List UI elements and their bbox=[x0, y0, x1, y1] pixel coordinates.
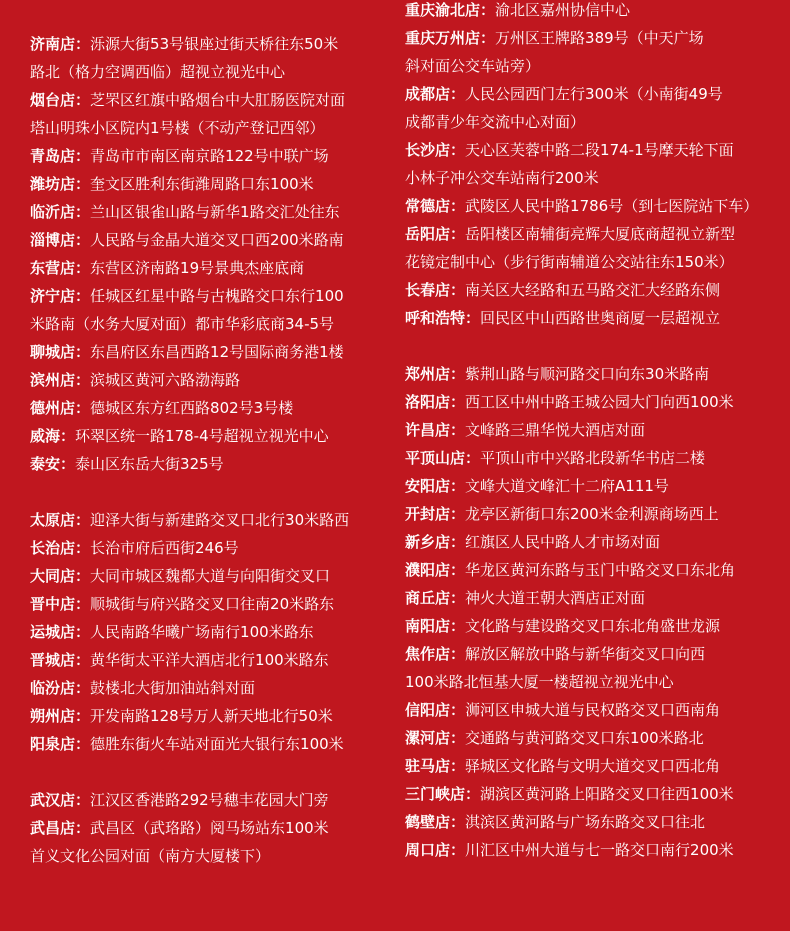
store-entry bbox=[30, 198, 340, 226]
name-separator: ： bbox=[60, 427, 76, 445]
name-separator: ： bbox=[60, 455, 76, 473]
name-separator: ： bbox=[75, 259, 91, 277]
store-entry bbox=[405, 640, 705, 668]
store-address: 东营区济南路19号景典杰座底商 bbox=[90, 259, 305, 277]
store-name: 漯河店 bbox=[405, 729, 451, 747]
store-name: 晋中店 bbox=[30, 595, 76, 613]
store-entry bbox=[405, 584, 645, 612]
store-entry bbox=[30, 702, 333, 730]
store-name: 鹤壁店 bbox=[405, 813, 451, 831]
name-separator: ： bbox=[450, 561, 466, 579]
store-address: 滨城区黄河六路渤海路 bbox=[90, 371, 241, 389]
store-name: 泰安 bbox=[30, 455, 61, 473]
store-entry bbox=[30, 254, 304, 282]
store-entry bbox=[405, 780, 734, 808]
store-name: 济南店 bbox=[30, 35, 76, 53]
name-separator: ： bbox=[450, 813, 466, 831]
store-entry bbox=[30, 674, 255, 702]
name-separator: ： bbox=[450, 645, 466, 663]
store-address: 泰山区东岳大街325号 bbox=[75, 455, 224, 473]
name-separator: ： bbox=[75, 651, 91, 669]
name-separator: ： bbox=[75, 819, 91, 837]
store-address: 龙亭区新街口东200米金利源商场西上 bbox=[465, 505, 719, 523]
store-name: 长沙店 bbox=[405, 141, 451, 159]
store-entry bbox=[30, 786, 329, 814]
store-name: 晋城店 bbox=[30, 651, 76, 669]
store-entry bbox=[30, 450, 224, 478]
store-entry bbox=[405, 360, 709, 388]
store-address: 文峰大道文峰汇十二府A111号 bbox=[465, 477, 669, 495]
store-entry bbox=[30, 814, 329, 842]
store-address: 南关区大经路和五马路交汇大经路东侧 bbox=[465, 281, 721, 299]
store-address: 神火大道王朝大酒店正对面 bbox=[465, 589, 646, 607]
name-separator: ： bbox=[450, 701, 466, 719]
store-name: 朔州店 bbox=[30, 707, 76, 725]
store-address: 环翠区统一路178-4号超视立视光中心 bbox=[75, 427, 329, 445]
name-separator: ： bbox=[450, 421, 466, 439]
name-separator: ： bbox=[75, 679, 91, 697]
store-address: 万州区王牌路389号（中天广场 bbox=[495, 29, 704, 47]
store-name: 濮阳店 bbox=[405, 561, 451, 579]
name-separator: ： bbox=[75, 203, 91, 221]
store-name: 东营店 bbox=[30, 259, 76, 277]
store-entry bbox=[30, 30, 338, 58]
store-name: 重庆万州店 bbox=[405, 29, 481, 47]
store-name: 呼和浩特 bbox=[405, 309, 466, 327]
name-separator: ： bbox=[450, 281, 466, 299]
store-entry bbox=[30, 590, 334, 618]
store-entry bbox=[30, 142, 329, 170]
name-separator: ： bbox=[75, 539, 91, 557]
name-separator: ： bbox=[450, 365, 466, 383]
name-separator: ： bbox=[75, 35, 91, 53]
store-address: 淇滨区黄河路与广场东路交叉口往北 bbox=[465, 813, 706, 831]
store-entry bbox=[30, 226, 344, 254]
store-entry bbox=[30, 534, 239, 562]
store-name: 潍坊店 bbox=[30, 175, 76, 193]
store-entry bbox=[30, 562, 330, 590]
name-separator: ： bbox=[450, 197, 466, 215]
store-name: 青岛店 bbox=[30, 147, 76, 165]
store-entry bbox=[405, 220, 735, 248]
store-entry bbox=[405, 528, 660, 556]
store-entry bbox=[405, 276, 720, 304]
store-entry bbox=[405, 0, 630, 24]
store-address-continuation: 路北（格力空调西临）超视立视光中心 bbox=[30, 63, 286, 81]
store-name: 临沂店 bbox=[30, 203, 76, 221]
store-address: 红旗区人民中路人才市场对面 bbox=[465, 533, 661, 551]
store-entry bbox=[30, 282, 344, 310]
store-address: 泺源大街53号银座过街天桥往东50米 bbox=[90, 35, 339, 53]
store-address: 开发南路128号万人新天地北行50米 bbox=[90, 707, 333, 725]
store-entry bbox=[405, 696, 720, 724]
store-address-continuation: 100米路北恒基大厦一楼超视立视光中心 bbox=[405, 673, 674, 691]
store-name: 安阳店 bbox=[405, 477, 451, 495]
store-address: 岳阳楼区南辅街亮辉大厦底商超视立新型 bbox=[465, 225, 736, 243]
store-name: 南阳店 bbox=[405, 617, 451, 635]
store-entry bbox=[30, 730, 344, 758]
name-separator: ： bbox=[450, 141, 466, 159]
store-entry bbox=[405, 836, 734, 864]
store-name: 常德店 bbox=[405, 197, 451, 215]
name-separator: ： bbox=[450, 477, 466, 495]
store-entry bbox=[405, 724, 704, 752]
name-separator: ： bbox=[450, 841, 466, 859]
store-name: 周口店 bbox=[405, 841, 451, 859]
store-address: 人民公园西门左行300米（小南街49号 bbox=[465, 85, 723, 103]
store-entry bbox=[405, 612, 720, 640]
store-address: 渝北区嘉州协信中心 bbox=[495, 1, 631, 19]
store-name: 太原店 bbox=[30, 511, 76, 529]
store-entry bbox=[405, 808, 705, 836]
store-address: 武陵区人民中路1786号（到七医院站下车） bbox=[465, 197, 759, 215]
store-address: 交通路与黄河路交叉口东100米路北 bbox=[465, 729, 704, 747]
store-entry bbox=[30, 170, 314, 198]
store-name: 聊城店 bbox=[30, 343, 76, 361]
name-separator: ： bbox=[450, 589, 466, 607]
store-address: 黄华街太平洋大酒店北行100米路东 bbox=[90, 651, 329, 669]
store-address: 迎泽大街与新建路交叉口北行30米路西 bbox=[90, 511, 350, 529]
store-address-continuation: 米路南（水务大厦对面）都市华彩底商34-5号 bbox=[30, 315, 335, 333]
store-name: 威海 bbox=[30, 427, 61, 445]
store-entry bbox=[30, 86, 345, 114]
store-address: 驿城区文化路与文明大道交叉口西北角 bbox=[465, 757, 721, 775]
store-name: 运城店 bbox=[30, 623, 76, 641]
store-address: 鼓楼北大街加油站斜对面 bbox=[90, 679, 256, 697]
name-separator: ： bbox=[75, 707, 91, 725]
name-separator: ： bbox=[450, 225, 466, 243]
store-entry bbox=[30, 618, 314, 646]
store-address: 人民路与金晶大道交叉口西200米路南 bbox=[90, 231, 344, 249]
store-name: 成都店 bbox=[405, 85, 451, 103]
name-separator: ： bbox=[450, 617, 466, 635]
store-name: 武昌店 bbox=[30, 819, 76, 837]
store-name: 阳泉店 bbox=[30, 735, 76, 753]
store-address-continuation: 斜对面公交车站旁） bbox=[405, 57, 541, 75]
store-name: 新乡店 bbox=[405, 533, 451, 551]
store-name: 洛阳店 bbox=[405, 393, 451, 411]
name-separator: ： bbox=[450, 85, 466, 103]
store-address: 西工区中州中路王城公园大门向西100米 bbox=[465, 393, 734, 411]
store-address-continuation: 花镜定制中心（步行街南辅道公交站往东150米） bbox=[405, 253, 734, 271]
name-separator: ： bbox=[480, 29, 496, 47]
name-separator: ： bbox=[75, 91, 91, 109]
name-separator: ： bbox=[75, 735, 91, 753]
store-address: 平顶山市中兴路北段新华书店二楼 bbox=[480, 449, 706, 467]
store-address: 兰山区银雀山路与新华1路交汇处往东 bbox=[90, 203, 340, 221]
store-entry bbox=[405, 388, 734, 416]
store-address: 德胜东街火车站对面光大银行东100米 bbox=[90, 735, 344, 753]
name-separator: ： bbox=[75, 595, 91, 613]
store-entry bbox=[30, 506, 349, 534]
store-name: 烟台店 bbox=[30, 91, 76, 109]
store-address: 文化路与建设路交叉口东北角盛世龙源 bbox=[465, 617, 721, 635]
store-name: 郑州店 bbox=[405, 365, 451, 383]
store-name: 淄博店 bbox=[30, 231, 76, 249]
name-separator: ： bbox=[465, 449, 481, 467]
store-address: 回民区中山西路世奥商厦一层超视立 bbox=[480, 309, 721, 327]
store-entry bbox=[405, 500, 719, 528]
store-name: 大同店 bbox=[30, 567, 76, 585]
store-entry bbox=[405, 556, 735, 584]
store-entry bbox=[405, 472, 669, 500]
store-entry bbox=[405, 192, 758, 220]
store-name: 济宁店 bbox=[30, 287, 76, 305]
store-address: 湖滨区黄河路上阳路交叉口往西100米 bbox=[480, 785, 734, 803]
store-address: 浉河区申城大道与民权路交叉口西南角 bbox=[465, 701, 721, 719]
store-entry bbox=[405, 444, 705, 472]
store-address: 解放区解放中路与新华街交叉口向西 bbox=[465, 645, 706, 663]
store-address: 川汇区中州大道与七一路交口南行200米 bbox=[465, 841, 734, 859]
store-address-continuation: 塔山明珠小区院内1号楼（不动产登记西邻） bbox=[30, 119, 325, 137]
name-separator: ： bbox=[450, 729, 466, 747]
store-entry bbox=[30, 422, 329, 450]
name-separator: ： bbox=[75, 287, 91, 305]
store-address-continuation: 成都青少年交流中心对面） bbox=[405, 113, 586, 131]
name-separator: ： bbox=[75, 567, 91, 585]
store-name: 平顶山店 bbox=[405, 449, 466, 467]
store-address: 江汉区香港路292号穗丰花园大门旁 bbox=[90, 791, 329, 809]
name-separator: ： bbox=[75, 147, 91, 165]
name-separator: ： bbox=[75, 399, 91, 417]
store-name: 焦作店 bbox=[405, 645, 451, 663]
store-name: 开封店 bbox=[405, 505, 451, 523]
store-entry bbox=[405, 24, 704, 52]
store-name: 临汾店 bbox=[30, 679, 76, 697]
store-entry bbox=[30, 394, 293, 422]
store-entry bbox=[405, 136, 734, 164]
store-address: 人民南路华曦广场南行100米路东 bbox=[90, 623, 314, 641]
name-separator: ： bbox=[450, 757, 466, 775]
store-address-continuation: 首义文化公园对面（南方大厦楼下） bbox=[30, 847, 271, 865]
store-name: 长治店 bbox=[30, 539, 76, 557]
store-name: 滨州店 bbox=[30, 371, 76, 389]
name-separator: ： bbox=[75, 623, 91, 641]
store-entry bbox=[405, 304, 720, 332]
store-entry bbox=[405, 416, 645, 444]
name-separator: ： bbox=[75, 791, 91, 809]
store-address: 华龙区黄河东路与玉门中路交叉口东北角 bbox=[465, 561, 736, 579]
store-name: 武汉店 bbox=[30, 791, 76, 809]
store-address: 青岛市市南区南京路122号中联广场 bbox=[90, 147, 329, 165]
store-address: 大同市城区魏都大道与向阳街交叉口 bbox=[90, 567, 331, 585]
store-entry bbox=[30, 338, 344, 366]
store-entry bbox=[30, 366, 240, 394]
store-entry bbox=[405, 752, 720, 780]
name-separator: ： bbox=[450, 393, 466, 411]
store-name: 许昌店 bbox=[405, 421, 451, 439]
store-name: 长春店 bbox=[405, 281, 451, 299]
store-name: 德州店 bbox=[30, 399, 76, 417]
name-separator: ： bbox=[75, 175, 91, 193]
store-name: 驻马店 bbox=[405, 757, 451, 775]
name-separator: ： bbox=[75, 511, 91, 529]
store-entry bbox=[30, 646, 329, 674]
name-separator: ： bbox=[450, 505, 466, 523]
store-address: 天心区芙蓉中路二段174-1号摩天轮下面 bbox=[465, 141, 734, 159]
store-address: 文峰路三鼎华悦大酒店对面 bbox=[465, 421, 646, 439]
name-separator: ： bbox=[75, 343, 91, 361]
store-address: 紫荆山路与顺河路交口向东30米路南 bbox=[465, 365, 710, 383]
store-address: 任城区红星中路与古槐路交口东行100 bbox=[90, 287, 344, 305]
store-entry bbox=[405, 80, 723, 108]
store-name: 岳阳店 bbox=[405, 225, 451, 243]
store-address-continuation: 小林子冲公交车站南行200米 bbox=[405, 169, 599, 187]
store-name: 重庆渝北店 bbox=[405, 1, 481, 19]
store-name: 商丘店 bbox=[405, 589, 451, 607]
store-name: 三门峡店 bbox=[405, 785, 466, 803]
store-address: 东昌府区东昌西路12号国际商务港1楼 bbox=[90, 343, 344, 361]
name-separator: ： bbox=[465, 309, 481, 327]
name-separator: ： bbox=[450, 533, 466, 551]
store-address: 长治市府后西街246号 bbox=[90, 539, 239, 557]
name-separator: ： bbox=[75, 371, 91, 389]
store-address: 芝罘区红旗中路烟台中大肛肠医院对面 bbox=[90, 91, 346, 109]
store-address: 顺城街与府兴路交叉口往南20米路东 bbox=[90, 595, 335, 613]
store-address: 武昌区（武珞路）阅马场站东100米 bbox=[90, 819, 329, 837]
store-address: 德城区东方红西路802号3号楼 bbox=[90, 399, 294, 417]
name-separator: ： bbox=[480, 1, 496, 19]
name-separator: ： bbox=[75, 231, 91, 249]
store-name: 信阳店 bbox=[405, 701, 451, 719]
store-address: 奎文区胜利东街潍周路口东100米 bbox=[90, 175, 314, 193]
name-separator: ： bbox=[465, 785, 481, 803]
